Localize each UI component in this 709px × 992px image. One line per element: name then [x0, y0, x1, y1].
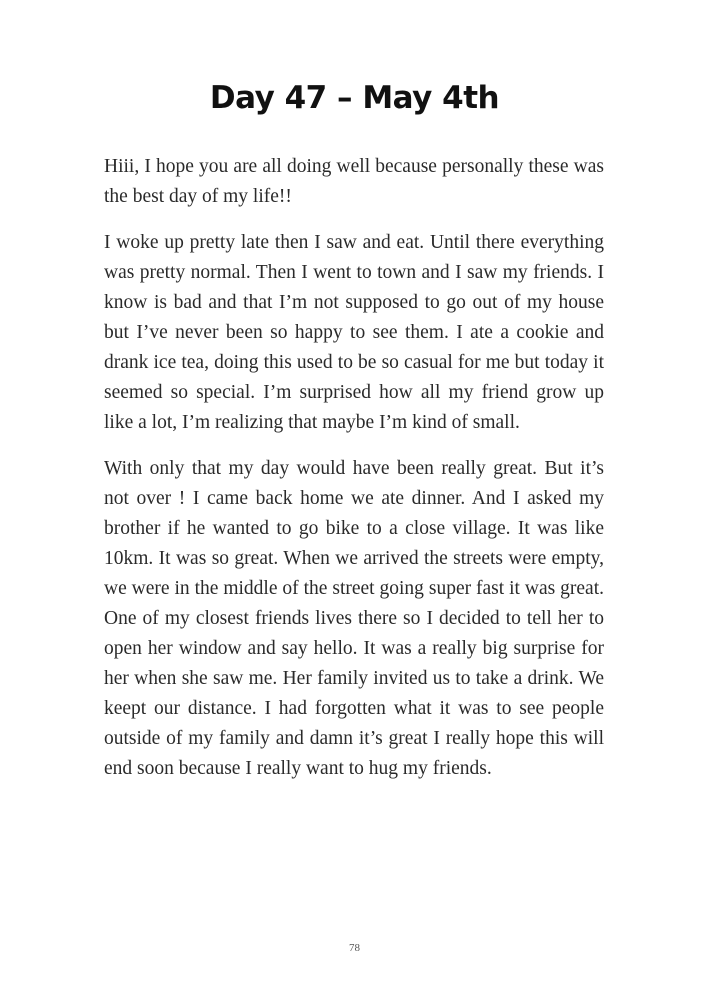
paragraph-intro: Hiii, I hope you are all doing well because personally these was the best day of my life!! [104, 156, 604, 207]
body-text [104, 152, 604, 800]
page-number: 78 [349, 942, 360, 954]
paragraph-morning: I woke up pretty late then I saw and eat. Until there everything was pretty normal. Then I went to town and I saw my friends. I know is bad and that I’m not supposed to go out of my house but I’ve never been so happy to see them. I ate a cookie and drank ice tea, doing this used to be so casual for me but today it seemed so special. I’m surprised how all my friend grow up like a lot, I’m realizing that maybe I’m kind of small. [104, 232, 604, 433]
paragraph-evening: With only that my day would have been really great. But it’s not over ! I came back home we ate dinner. And I asked my brother if he wanted to go bike to a close village. It was like 10km. It was so great. When we arrived the streets were empty, we were in the middle of the street going super fast it was great. One of my closest friends lives there so I decided to tell her to open her window and say hello. It was a really big surprise for her when she saw me. Her family invited us to take a drink. We keept our distance. I had forgotten what it was to see people outside of my family and damn it’s great I really hope this will end soon because I really want to hug my friends. [104, 458, 604, 779]
page-title: Day 47 – May 4th [209, 80, 500, 116]
